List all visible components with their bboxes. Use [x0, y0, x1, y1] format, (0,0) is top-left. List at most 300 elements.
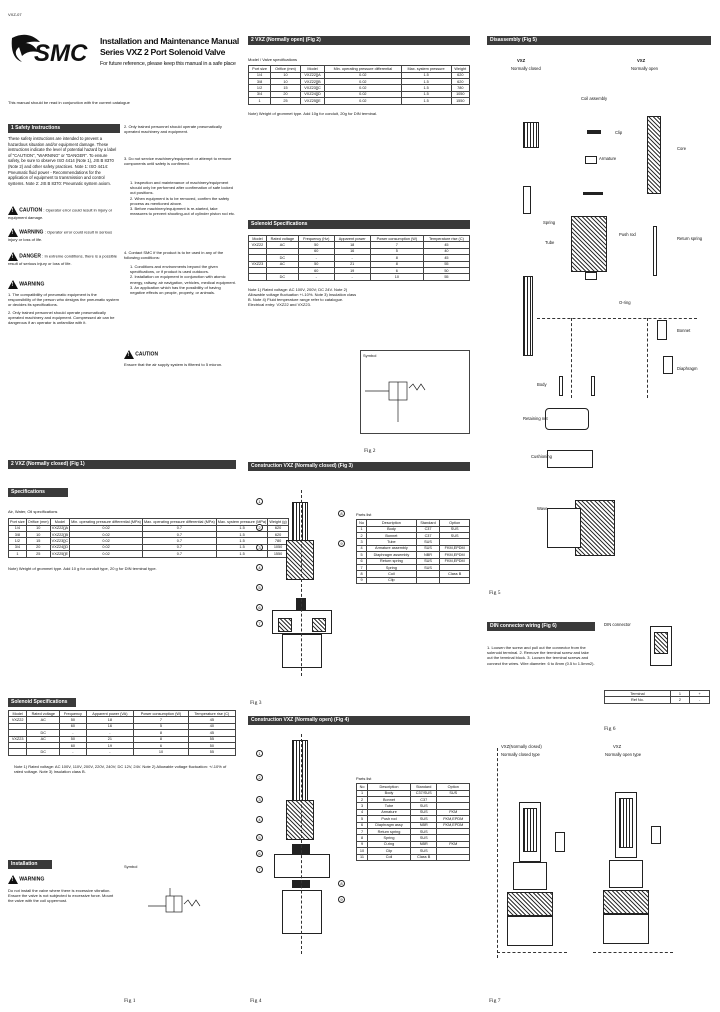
- table-header-cell: Option: [440, 520, 470, 526]
- table-cell: FKM,EPDM: [440, 552, 470, 558]
- table-cell: O-ring: [368, 841, 411, 847]
- table-cell: 1050: [451, 91, 469, 97]
- table-cell: VXZ22: [9, 717, 27, 723]
- table-cell: Spring: [367, 565, 417, 571]
- item-top-3: 3. Do not service machinery/equipment or attempt to remove components until safety is confirmed.: [124, 156, 232, 167]
- table-cell: 18: [86, 717, 134, 723]
- table-cell: 60: [299, 248, 335, 254]
- din-row: [605, 697, 710, 703]
- table-cell: 6: [134, 743, 188, 749]
- table-cell: [9, 749, 27, 755]
- danger-text: : In extreme conditions, there is a possible result of serious injury or loss of life.: [8, 253, 117, 266]
- table-cell: 7: [357, 829, 368, 835]
- col2-table1: [248, 65, 470, 104]
- warning-label: WARNING: [19, 229, 44, 236]
- table-cell: Armature assembly: [367, 545, 417, 551]
- table-cell: Body: [368, 790, 411, 796]
- table-cell: 8: [134, 730, 188, 736]
- table-cell: VXZ22[]A: [300, 72, 324, 78]
- fig5-label: Fig 5: [489, 590, 501, 596]
- install-text: Do not install the valve where there is excessive vibration. Ensure the valve is not subjected to excessive force. Mount the valve with the coil uppermost.: [8, 888, 114, 904]
- table-cell: 45: [423, 255, 469, 261]
- table-cell: Coil: [367, 571, 417, 577]
- lbl-tube: Tube: [545, 240, 555, 245]
- table-cell: C37: [416, 526, 440, 532]
- table-cell: 3/4: [9, 544, 27, 550]
- table-cell: Bonnet: [368, 797, 411, 803]
- fig5-drawing: [487, 46, 711, 580]
- manual-title: Installation and Maintenance Manual: [100, 36, 239, 46]
- table-cell: 1/2: [9, 538, 27, 544]
- table-header-cell: No: [357, 784, 368, 790]
- table-cell: 7: [357, 565, 367, 571]
- table-cell: +: [690, 691, 710, 697]
- fig3-drawing: 1 2 3 4 5 6 7 8 9: [252, 480, 352, 680]
- table-header-cell: Standard: [410, 784, 437, 790]
- table-cell: [416, 577, 440, 583]
- table-cell: VXZ23[]C: [300, 85, 324, 91]
- table-cell: 45: [188, 730, 235, 736]
- sub-item-1: 1. Inspection and maintenance of machinery/equipment should only be performed after confirmation of safe locked out positions.: [130, 180, 233, 196]
- table-header-cell: Rated voltage: [27, 711, 60, 717]
- table-cell: Push rod: [368, 816, 411, 822]
- parts-table-4: [356, 783, 470, 861]
- solenoid-row: [9, 749, 236, 755]
- table-cell: SUS: [410, 816, 437, 822]
- danger-label: DANGER: [19, 253, 41, 260]
- warning-head-icon: [8, 280, 18, 289]
- no-title2: Normally open type: [605, 752, 642, 757]
- table-cell: 20: [26, 544, 50, 550]
- table-cell: 620: [451, 79, 469, 85]
- spec-table: [8, 518, 289, 557]
- table-cell: 5: [134, 723, 188, 729]
- spec-note: Note) Weight of grommet type. Add 10 g for conduit type, 20 g for DIN terminal type.: [8, 565, 157, 571]
- table-cell: 8: [357, 835, 368, 841]
- table-cell: VXZ22[]A: [51, 526, 69, 531]
- table-cell: SUS: [437, 790, 470, 796]
- table-header-cell: Description: [368, 784, 411, 790]
- lbl-spring: Spring: [543, 220, 556, 225]
- table-cell: Diaphragm assy: [368, 822, 411, 828]
- lbl-diaphragm: Diaphragm: [677, 366, 698, 371]
- table-cell: [440, 577, 470, 583]
- table-cell: C37: [416, 533, 440, 539]
- parts-title: Parts list: [356, 512, 372, 517]
- table-cell: 50: [188, 743, 235, 749]
- tagline: This manual should be read in conjunction with the current catalogue: [8, 100, 130, 105]
- table-header-cell: Apparent power: [334, 236, 370, 242]
- caution-label: CAUTION: [19, 207, 43, 214]
- model-bar: 2 VXZ (Normally closed) (Fig 1): [8, 460, 236, 469]
- table-header-cell: Max. operating pressure differential (MPa): [143, 519, 215, 524]
- table-cell: 5: [370, 248, 423, 254]
- table-cell: 6: [357, 822, 368, 828]
- table-cell: [249, 274, 267, 280]
- cond-item-1: 1. Conditions and environments beyond the given specifications, or if product is used outdoors.: [130, 264, 218, 275]
- table-cell: 1.5: [216, 525, 268, 531]
- din-table: [604, 690, 710, 704]
- table-header-cell: Max. system pressure: [401, 66, 451, 72]
- table-header-cell: Port size: [10, 519, 25, 524]
- table-cell: 3/8: [9, 532, 27, 538]
- table-cell: DC: [266, 274, 298, 280]
- col2-bar3: Construction VXZ (Normally closed) (Fig 3): [248, 462, 470, 471]
- table-cell: 620: [268, 525, 288, 531]
- logo-text: SMC: [34, 40, 88, 67]
- col2-notes2: Note 1) Rated voltage: AC 100V, 200V; DC 24V. Note 2) Allowable voltage fluctuation +/-10%. Note 3) Insulation class B. Note 4) Fluid temperature range refer to catalogue. Electrical entry: VXZ22 and VXZ23.: [248, 286, 357, 308]
- table-cell: 4: [357, 545, 367, 551]
- table-cell: SUS: [416, 565, 440, 571]
- table-cell: C37: [410, 797, 437, 803]
- model-row: [249, 98, 470, 104]
- table-cell: -: [690, 697, 710, 703]
- table-header-cell: Option: [437, 784, 470, 790]
- table-cell: VXZ23: [249, 261, 267, 267]
- table-cell: VXZ23: [9, 736, 27, 742]
- symbol-label-1: Symbol: [124, 864, 138, 869]
- table-cell: 2: [357, 533, 367, 539]
- table-cell: -: [86, 730, 134, 736]
- table-header-cell: Min. operating pressure differential: [325, 66, 401, 72]
- table-cell: Armature: [368, 809, 411, 815]
- fig3-label: Fig 3: [250, 700, 262, 706]
- lbl-body: Body: [537, 382, 547, 387]
- table-cell: 0.02: [70, 551, 143, 557]
- table-cell: -: [334, 274, 370, 280]
- table-header-cell: Temperature rise (C): [423, 236, 469, 242]
- solenoid-table: [8, 710, 236, 756]
- din-text: 1. Loosen the screw and pull out the connector from the solenoid terminal. 2. Remove the terminal screw and take out the terminal block. 3. Loosen the terminal screws and connect the wires. Wire diameter: 6 to 8mm (0.5 to 1.5mm2).: [487, 645, 595, 666]
- table-cell: 1.5: [401, 85, 451, 91]
- table-cell: Terminal: [605, 691, 671, 697]
- danger-icon: [8, 252, 18, 261]
- caution-body: Ensure that the air supply system is filtered to 5 micron.: [124, 362, 223, 367]
- table-cell: 0.02: [70, 544, 143, 550]
- table-cell: 0.7: [142, 538, 216, 544]
- spec-bar: Specifications: [8, 488, 68, 497]
- table-cell: 50: [299, 242, 335, 248]
- table-cell: 8: [357, 571, 367, 577]
- table-cell: 45: [188, 717, 235, 723]
- table-cell: 20: [271, 91, 301, 97]
- solenoid-bar: Solenoid Specifications: [8, 698, 76, 707]
- table-header-cell: Model: [300, 66, 324, 72]
- table-cell: 1: [670, 691, 689, 697]
- table-cell: 1: [249, 98, 271, 104]
- table-cell: 7: [370, 242, 423, 248]
- table-cell: NBR: [410, 822, 437, 828]
- table-cell: 15: [271, 85, 301, 91]
- table-cell: 0.02: [70, 538, 143, 544]
- table-cell: NBR: [410, 841, 437, 847]
- table-cell: 3: [357, 539, 367, 545]
- table-header-cell: Model: [50, 519, 69, 525]
- table-cell: Clip: [368, 848, 411, 854]
- table-cell: 1: [9, 551, 27, 557]
- table-cell: 10: [271, 72, 301, 78]
- table1-title: Model / Valve specifications: [248, 57, 298, 62]
- table-cell: 1050: [268, 544, 288, 550]
- table-cell: 5: [357, 552, 367, 558]
- table-cell: Ref No.: [605, 697, 671, 703]
- nc-title2: Normally closed type: [501, 752, 540, 757]
- table-cell: 55: [423, 274, 469, 280]
- table-cell: 60: [60, 723, 86, 729]
- table-header-cell: Model: [249, 236, 267, 242]
- col3-bar2: DIN connector wiring (Fig 6): [487, 622, 595, 631]
- table-cell: DC: [27, 730, 60, 736]
- table-cell: 10: [26, 532, 50, 538]
- smc-logo: [8, 32, 94, 70]
- table-cell: 620: [451, 72, 469, 78]
- table-cell: 10: [370, 274, 423, 280]
- table-cell: 55: [188, 736, 235, 742]
- item-top-4: 4. Contact SMC if the product is to be used in any of the following conditions:: [124, 250, 224, 261]
- table-header-cell: Frequency (Hz): [299, 236, 335, 242]
- table-cell: C37/SUS: [410, 790, 437, 796]
- table-cell: 0.02: [70, 525, 143, 531]
- table-cell: -: [299, 255, 335, 261]
- warning-item-1: 1. The compatibility of pneumatic equipment is the responsibility of the person who designs the pneumatic system or decides its specifications.: [8, 292, 119, 308]
- table-cell: SUS: [410, 848, 437, 854]
- table-cell: 60: [299, 268, 335, 274]
- table-cell: VXZ25[]E: [51, 551, 69, 556]
- table-header-cell: Port size: [249, 66, 271, 72]
- table-cell: 15: [26, 538, 50, 544]
- manual-subtitle: Series VXZ 2 Port Solenoid Valve: [100, 47, 226, 57]
- table-cell: 2: [670, 697, 689, 703]
- safety-bar: 1 Safety Instructions: [8, 124, 120, 133]
- table-cell: Tube: [368, 803, 411, 809]
- table-cell: SUS: [416, 545, 440, 551]
- table-cell: 1.5: [401, 79, 451, 85]
- table-cell: 10: [357, 848, 368, 854]
- table-cell: 1: [357, 526, 367, 532]
- table-cell: SUS: [416, 558, 440, 564]
- table-header-cell: Power consumption (W): [134, 711, 188, 717]
- table-cell: VXZ24[]D: [51, 545, 69, 550]
- table-cell: 0.02: [325, 79, 401, 85]
- table-cell: 3/8: [249, 79, 271, 85]
- table-cell: VXZ22[]B: [300, 79, 324, 85]
- table-cell: [437, 854, 470, 860]
- table-cell: DC: [27, 749, 60, 755]
- table-cell: Bonnet: [367, 533, 417, 539]
- table-cell: 1/2: [249, 85, 271, 91]
- col2-bar4: Construction VXZ (Normally open) (Fig 4): [248, 716, 470, 725]
- table-header-cell: Temperature rise (C): [188, 711, 235, 717]
- lbl-coil: Coil assembly: [581, 96, 608, 101]
- keep-note: For future reference, please keep this manual in a safe place: [100, 61, 236, 67]
- lbl-pushrod: Push rod: [619, 232, 636, 237]
- table-cell: 19: [334, 268, 370, 274]
- table-cell: 0.7: [142, 544, 216, 550]
- col3-bar1: Disassembly (Fig 5): [487, 36, 711, 45]
- table-header-cell: Description: [367, 520, 417, 526]
- col2-table2: [248, 235, 470, 281]
- solenoid-row: [249, 274, 470, 280]
- table-header-cell: Weight: [451, 66, 469, 72]
- table-cell: 0.7: [142, 532, 216, 538]
- table-cell: 9: [357, 841, 368, 847]
- safety-text: These safety instructions are intended to prevent a hazardous situation and/or equipment damage. These instructions indicate the level of potential hazard by a label of "CAUTION", "WARNING" or "DANGER". To ensure safety, be sure to observe ISO 4414 (Note 1), JIS B 8370 (Note 2) and other safety practices. Note 1: ISO 4414: Pneumatic fluid power - Recommendations for the application of equipment to transmission and control systems. Note 2: JIS B 8370: Pneumatic system axiom.: [8, 136, 117, 186]
- cond-item-3: 3. An application which has the possibility of having negative effects on people, property, or animals.: [130, 284, 221, 296]
- lbl-clip: Clip: [615, 130, 623, 135]
- table-cell: 0.02: [325, 98, 401, 104]
- warning-icon: [8, 228, 18, 237]
- lbl-bonnet: Bonnet: [677, 328, 691, 333]
- table-header-cell: No: [357, 520, 367, 526]
- table-cell: 1/4: [249, 72, 271, 78]
- table-cell: 21: [86, 736, 134, 742]
- table-cell: 3: [357, 803, 368, 809]
- lbl-wave: Wave: [537, 506, 548, 511]
- table-cell: 3/4: [249, 91, 271, 97]
- table-cell: 11: [357, 854, 368, 860]
- table-cell: 16: [334, 248, 370, 254]
- install-warn: WARNING: [19, 876, 45, 883]
- table-cell: 0.7: [142, 525, 216, 531]
- table-cell: 0.02: [325, 85, 401, 91]
- table-cell: 0.02: [325, 72, 401, 78]
- table-cell: -: [60, 730, 86, 736]
- table-cell: AC: [266, 261, 298, 267]
- fig4-label: Fig 4: [250, 998, 262, 1004]
- table-cell: 10: [134, 749, 188, 755]
- table-cell: -: [86, 749, 134, 755]
- table-cell: 1.5: [216, 532, 268, 538]
- table-cell: SUS: [410, 835, 437, 841]
- table-cell: 1550: [451, 98, 469, 104]
- table-header-cell: Power consumption (W): [370, 236, 423, 242]
- table-header-cell: Orifice (mm): [271, 66, 301, 72]
- table-cell: FKM,EPDM: [437, 822, 470, 828]
- table-cell: 620: [268, 532, 288, 538]
- table-cell: SUS: [410, 809, 437, 815]
- col2-bar1: 2 VXZ (Normally open) (Fig 2): [248, 36, 470, 45]
- table-cell: 25: [271, 98, 301, 104]
- table-cell: VXZ25[]E: [300, 98, 324, 104]
- table-cell: 55: [188, 749, 235, 755]
- part-row: [357, 854, 470, 860]
- table-header-cell: Max. system pressure (MPa): [217, 519, 267, 524]
- table-header-cell: Orifice (mm): [27, 519, 49, 524]
- warning-head: WARNING: [19, 281, 45, 288]
- table-cell: 2: [357, 797, 368, 803]
- caution-head: CAUTION: [135, 351, 159, 358]
- table-cell: 10: [26, 525, 50, 531]
- table-cell: 19: [86, 743, 134, 749]
- table-cell: 6: [357, 558, 367, 564]
- table-cell: 50: [423, 268, 469, 274]
- parts-table-3: [356, 519, 470, 584]
- table-cell: Tube: [367, 539, 417, 545]
- table-cell: Body: [367, 526, 417, 532]
- lbl-cushion: Cushioning: [531, 454, 552, 459]
- table-header-cell: Weight (g): [269, 519, 287, 524]
- table-cell: 0.02: [325, 91, 401, 97]
- table-cell: AC: [27, 736, 60, 742]
- fig6-label: Fig 6: [604, 726, 616, 732]
- table-cell: 0.02: [70, 532, 143, 538]
- fig4-drawing: 1 2 3 4 5 6 7 8 9: [252, 730, 352, 960]
- table-cell: FKM: [437, 809, 470, 815]
- table-cell: FKM: [437, 841, 470, 847]
- doc-code: VXZ-07: [8, 12, 22, 17]
- spec-row: [9, 551, 289, 557]
- table-cell: Return spring: [367, 558, 417, 564]
- table-cell: 50: [60, 736, 86, 742]
- table-cell: 50: [60, 717, 86, 723]
- symbol-drawing-1: [146, 884, 216, 916]
- table-cell: 6: [370, 268, 423, 274]
- lbl-oring: O-ring: [619, 300, 631, 305]
- table-cell: 1.5: [401, 72, 451, 78]
- table-cell: 1: [357, 790, 368, 796]
- table-cell: NBR: [416, 552, 440, 558]
- item-top-2: 2. Only trained personnel should operate pneumatically operated machinery and equipment.: [124, 124, 222, 135]
- table-cell: AC: [266, 242, 298, 248]
- din-small: DIN connector: [604, 622, 631, 627]
- solenoid-notes: Note 1) Rated voltage: AC 100V, 110V, 200V, 220V, 240V; DC 12V, 24V. Note 2) Allowable voltage fluctuation: +/-10% of rated voltage. Note 3) Insulation class B.: [14, 763, 227, 775]
- table-cell: 1/4: [9, 525, 27, 531]
- table-cell: Class B: [440, 571, 470, 577]
- cond-item-2: 2. Installation on equipment in conjunction with atomic energy, railway, air navigation, vehicles, medical equipment.: [130, 274, 236, 285]
- table-cell: 8: [134, 736, 188, 742]
- caution-icon: [8, 206, 18, 215]
- table-cell: VXZ23[]C: [51, 538, 69, 543]
- table-cell: AC: [27, 717, 60, 723]
- table-cell: SUS: [410, 829, 437, 835]
- table-cell: 1.5: [401, 98, 451, 104]
- table-cell: -: [334, 255, 370, 261]
- table-header-cell: Standard: [416, 520, 440, 526]
- no-title: VXZ: [613, 744, 622, 749]
- table-cell: 9: [357, 577, 367, 583]
- symbol-box-2: [360, 350, 470, 434]
- no-label: VXZ: [637, 58, 646, 63]
- table-cell: Diaphragm assembly: [367, 552, 417, 558]
- table-header-cell: Rated voltage: [266, 236, 298, 242]
- install-warn-icon: [8, 875, 18, 884]
- table-cell: Clip: [367, 577, 417, 583]
- table-cell: SUS: [440, 533, 470, 539]
- table-cell: -: [299, 274, 335, 280]
- table-cell: 5: [357, 816, 368, 822]
- table-cell: 1.5: [216, 544, 268, 550]
- table-cell: Class B: [410, 854, 437, 860]
- table-cell: 1.5: [216, 551, 268, 557]
- table-cell: 25: [26, 551, 50, 557]
- table-cell: 16: [86, 723, 134, 729]
- table-cell: Coil: [368, 854, 411, 860]
- table-cell: 55: [423, 261, 469, 267]
- table-header-cell: Min. operating pressure differential (MPa): [71, 519, 141, 524]
- table-cell: 45: [423, 242, 469, 248]
- fig2-label: Fig 2: [364, 448, 376, 454]
- table-cell: 780: [451, 85, 469, 91]
- no-sub: Normally open: [631, 66, 658, 71]
- table-cell: VXZ22: [249, 242, 267, 248]
- table-cell: 780: [268, 538, 288, 544]
- table-cell: FKM,EPDM: [440, 558, 470, 564]
- sub-item-3: 3. Before machinery/equipment is re-started, take measures to prevent shooting-out of cylinder piston rod etc.: [130, 206, 236, 217]
- part-row: [357, 577, 470, 583]
- table-header-cell: Model: [9, 711, 27, 717]
- lbl-retaining: Retaining nut: [523, 416, 548, 421]
- nc-label: VXZ: [517, 58, 526, 63]
